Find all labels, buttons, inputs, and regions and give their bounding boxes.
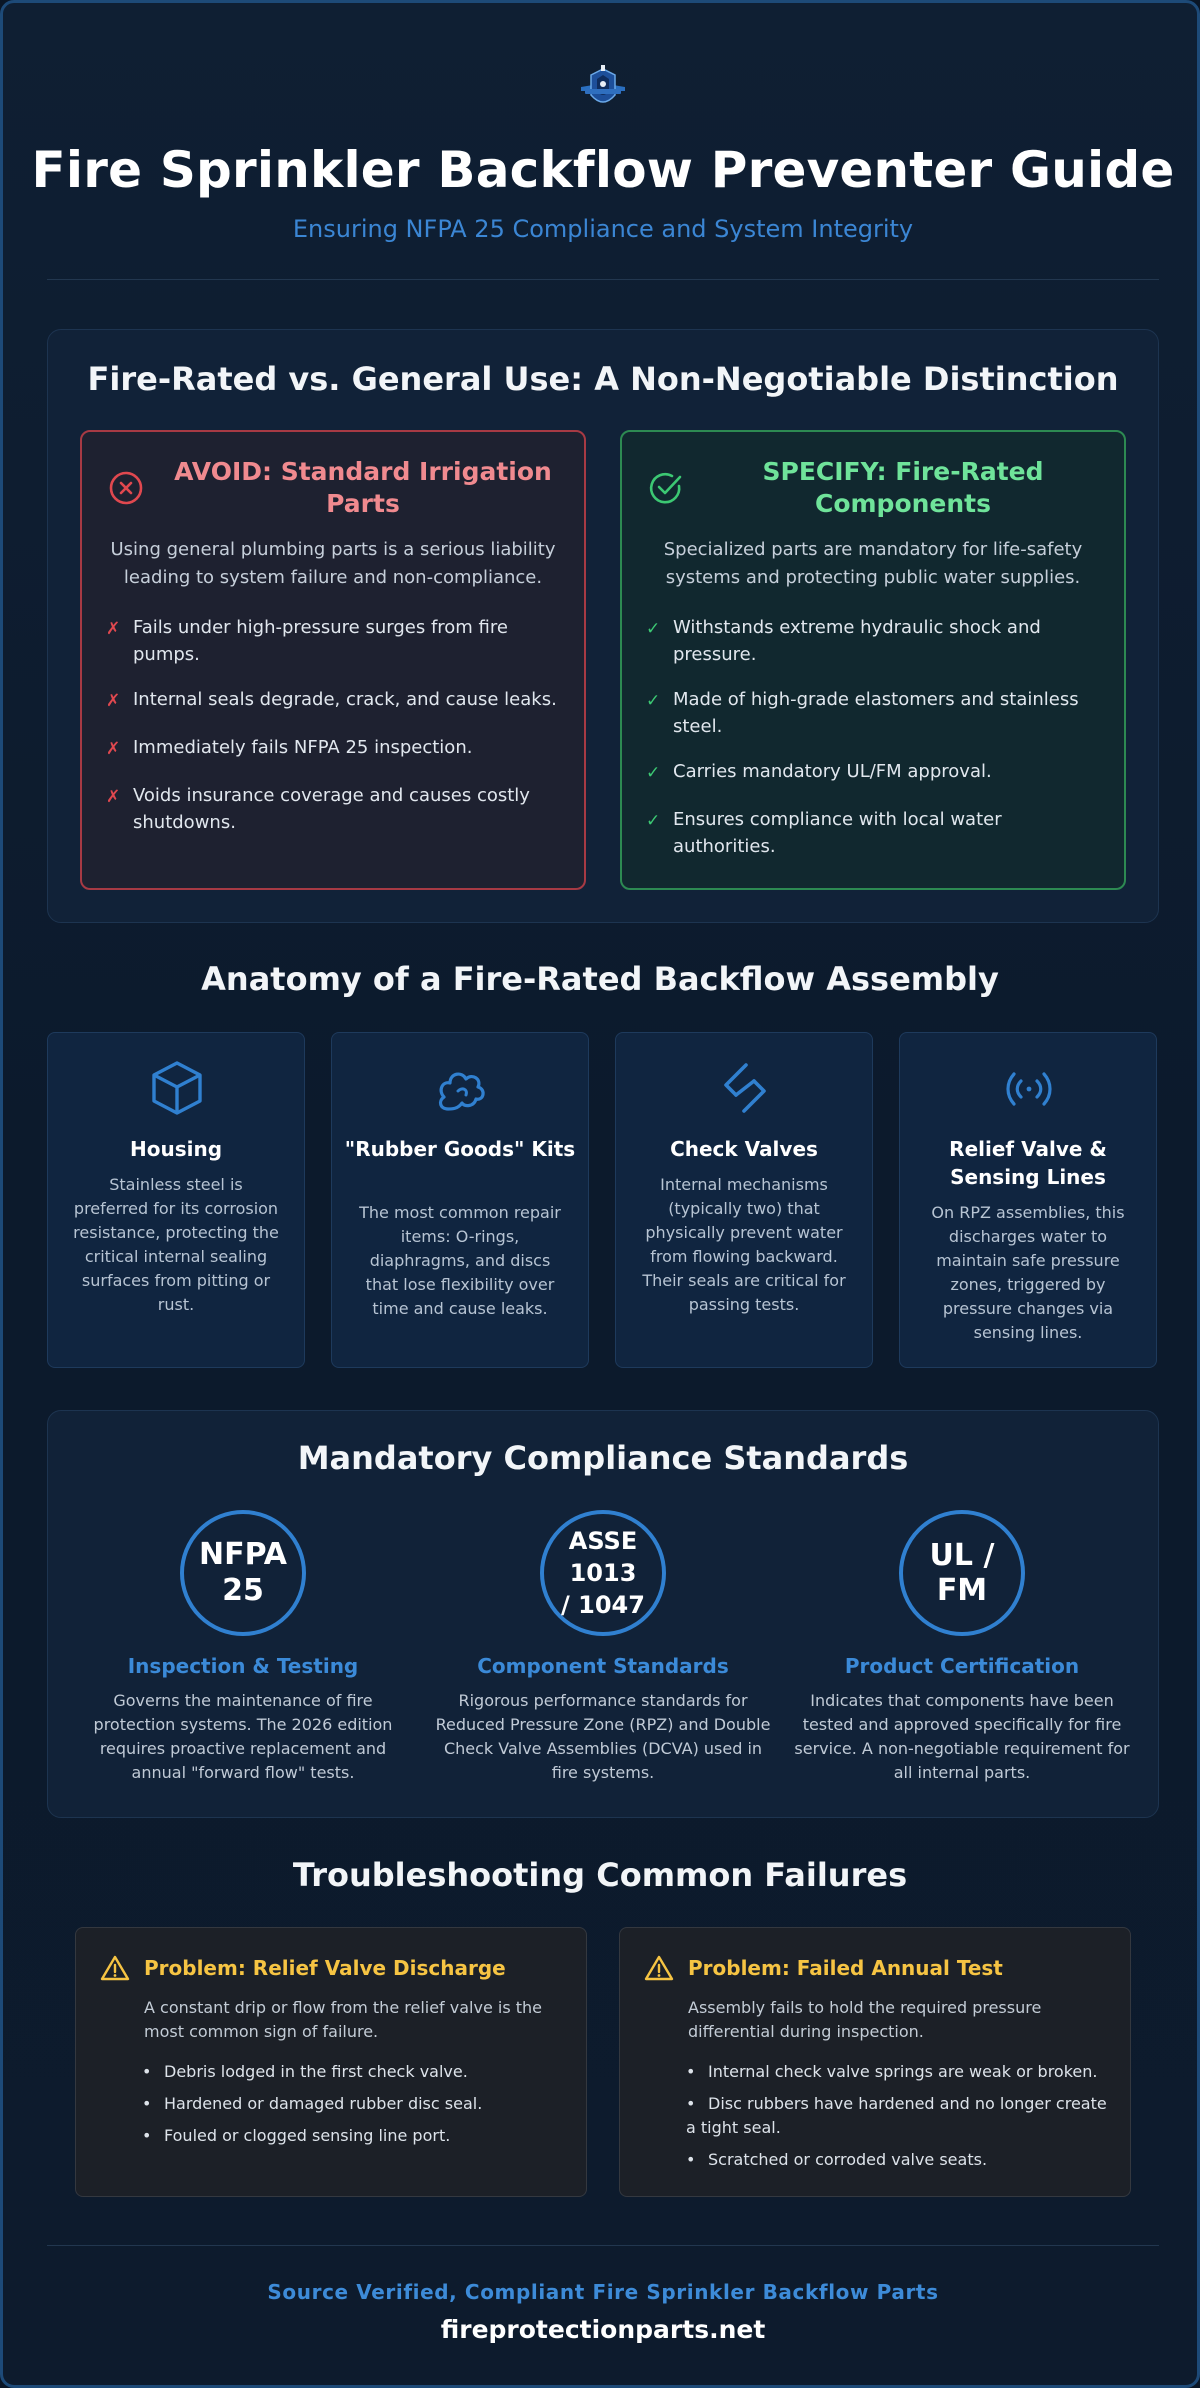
problem-card-failed-test xyxy=(619,1927,1131,2197)
problem-card-relief-valve xyxy=(75,1927,587,2197)
problem-title: Problem: Failed Annual Test xyxy=(688,1956,1003,1980)
problem-title: Problem: Relief Valve Discharge xyxy=(144,1956,506,1980)
anatomy-name: "Rubber Goods" Kits xyxy=(344,1137,576,1161)
anatomy-heading: Anatomy of a Fire-Rated Backflow Assembly xyxy=(201,960,999,998)
cause-item: • Fouled or clogged sensing line port. xyxy=(142,2126,451,2145)
anatomy-card-housing xyxy=(47,1032,305,1368)
signal-icon xyxy=(1002,1059,1056,1117)
cause-item: • Disc rubbers have hardened and no longer create a tight seal. xyxy=(686,2094,1107,2137)
anatomy-name: Check Valves xyxy=(670,1137,818,1161)
specify-description: Specialized parts are mandatory for life-safety systems and protecting public water supplies. xyxy=(663,539,1083,588)
anatomy-card-check-valves xyxy=(615,1032,873,1368)
troubleshooting-heading: Troubleshooting Common Failures xyxy=(292,1856,908,1894)
warning-icon xyxy=(644,1954,674,1982)
warning-icon xyxy=(100,1954,130,1982)
footer-divider xyxy=(47,2245,1159,2246)
check-mark-icon: ✓ xyxy=(646,763,661,783)
specify-item: ✓ Withstands extreme hydraulic shock and pressure. xyxy=(646,617,1041,665)
check-mark-icon: ✓ xyxy=(646,619,661,639)
footer-tagline: Source Verified, Compliant Fire Sprinkler Backflow Parts xyxy=(267,2280,939,2304)
cross-mark-icon: ✗ xyxy=(106,739,121,759)
standard-description: Rigorous performance standards for Reduced Pressure Zone (RPZ) and Double Check Valve Assemblies (DCVA) used in fire systems. xyxy=(435,1691,771,1782)
cube-icon xyxy=(150,1059,204,1117)
page-subtitle: Ensuring NFPA 25 Compliance and System Integrity xyxy=(292,215,914,243)
avoid-title: AVOID: Standard Irrigation Parts xyxy=(174,457,552,518)
check-circle-icon xyxy=(648,470,684,506)
anatomy-name: Housing xyxy=(129,1137,223,1161)
distinction-heading: Fire-Rated vs. General Use: A Non-Negotiable Distinction xyxy=(87,360,1119,398)
ulfm-badge: UL / FM xyxy=(899,1510,1025,1636)
avoid-card xyxy=(80,430,586,890)
check-mark-icon: ✓ xyxy=(646,811,661,831)
cause-item: • Hardened or damaged rubber disc seal. xyxy=(142,2094,483,2113)
compliance-heading: Mandatory Compliance Standards xyxy=(297,1439,909,1477)
specify-card xyxy=(620,430,1126,890)
nfpa-badge: NFPA 25 xyxy=(180,1510,306,1636)
divider xyxy=(47,279,1159,280)
standard-description: Governs the maintenance of fire protection systems. The 2026 edition requires proactive replacement and annual "forward flow" tests. xyxy=(93,1691,393,1782)
standard-description: Indicates that components have been tested and approved specifically for fire service. A non-negotiable requirement for all internal parts. xyxy=(794,1691,1130,1782)
cause-item: • Debris lodged in the first check valve. xyxy=(142,2062,468,2081)
company-logo-icon xyxy=(571,61,635,113)
avoid-item: ✗ Internal seals degrade, crack, and cause leaks. xyxy=(106,686,560,713)
standard-title: Inspection & Testing xyxy=(127,1654,359,1678)
avoid-item: ✗ Fails under high-pressure surges from fire pumps. xyxy=(106,617,508,665)
anatomy-description: The most common repair items: O-rings, diaphragms, and discs that lose flexibility over time and cause leaks. xyxy=(359,1203,561,1318)
x-circle-icon xyxy=(108,470,144,506)
footer-site-link[interactable]: fireprotectionparts.net xyxy=(440,2315,766,2344)
asse-badge: ASSE 1013 / 1047 xyxy=(540,1510,666,1636)
standard-title: Component Standards xyxy=(477,1654,729,1678)
cross-mark-icon: ✗ xyxy=(106,787,121,807)
standard-title: Product Certification xyxy=(844,1654,1080,1678)
cause-item: • Internal check valve springs are weak or broken. xyxy=(686,2062,1098,2081)
anatomy-description: Stainless steel is preferred for its corrosion resistance, protecting the critical internal sealing surfaces from pitting or rust. xyxy=(73,1175,279,1314)
avoid-description: Using general plumbing parts is a serious liability leading to system failure and non-compliance. xyxy=(110,539,556,588)
cross-mark-icon: ✗ xyxy=(106,619,121,639)
anatomy-description: On RPZ assemblies, this discharges water to maintain safe pressure zones, triggered by pressure changes via sensing lines. xyxy=(931,1203,1125,1342)
anatomy-card-rubber-goods xyxy=(331,1032,589,1368)
anatomy-description: Internal mechanisms (typically two) that physically prevent water from flowing backward. Their seals are critical for passing tests. xyxy=(642,1175,846,1314)
check-valve-icon xyxy=(718,1059,772,1117)
specify-item: ✓ Ensures compliance with local water authorities. xyxy=(646,809,1002,857)
cause-item: • Scratched or corroded valve seats. xyxy=(686,2150,988,2169)
anatomy-name: Relief Valve & Sensing Lines xyxy=(949,1137,1107,1189)
specify-title: SPECIFY: Fire-Rated Components xyxy=(762,457,1044,518)
specify-item: ✓ Made of high-grade elastomers and stainless steel. xyxy=(646,689,1079,737)
problem-description: A constant drip or flow from the relief valve is the most common sign of failure. xyxy=(144,1998,543,2041)
avoid-item: ✗ Voids insurance coverage and causes costly shutdowns. xyxy=(106,785,530,833)
distinction-section xyxy=(47,329,1159,923)
check-mark-icon: ✓ xyxy=(646,691,661,711)
cross-mark-icon: ✗ xyxy=(106,691,121,711)
avoid-item: ✗ Immediately fails NFPA 25 inspection. xyxy=(106,734,560,761)
specify-item: ✓ Carries mandatory UL/FM approval. xyxy=(646,758,1100,785)
cloud-seal-icon xyxy=(434,1059,488,1117)
problem-description: Assembly fails to hold the required pressure differential during inspection. xyxy=(688,1998,1042,2041)
anatomy-card-relief-valve xyxy=(899,1032,1157,1368)
page-title: Fire Sprinkler Backflow Preventer Guide xyxy=(31,141,1175,199)
